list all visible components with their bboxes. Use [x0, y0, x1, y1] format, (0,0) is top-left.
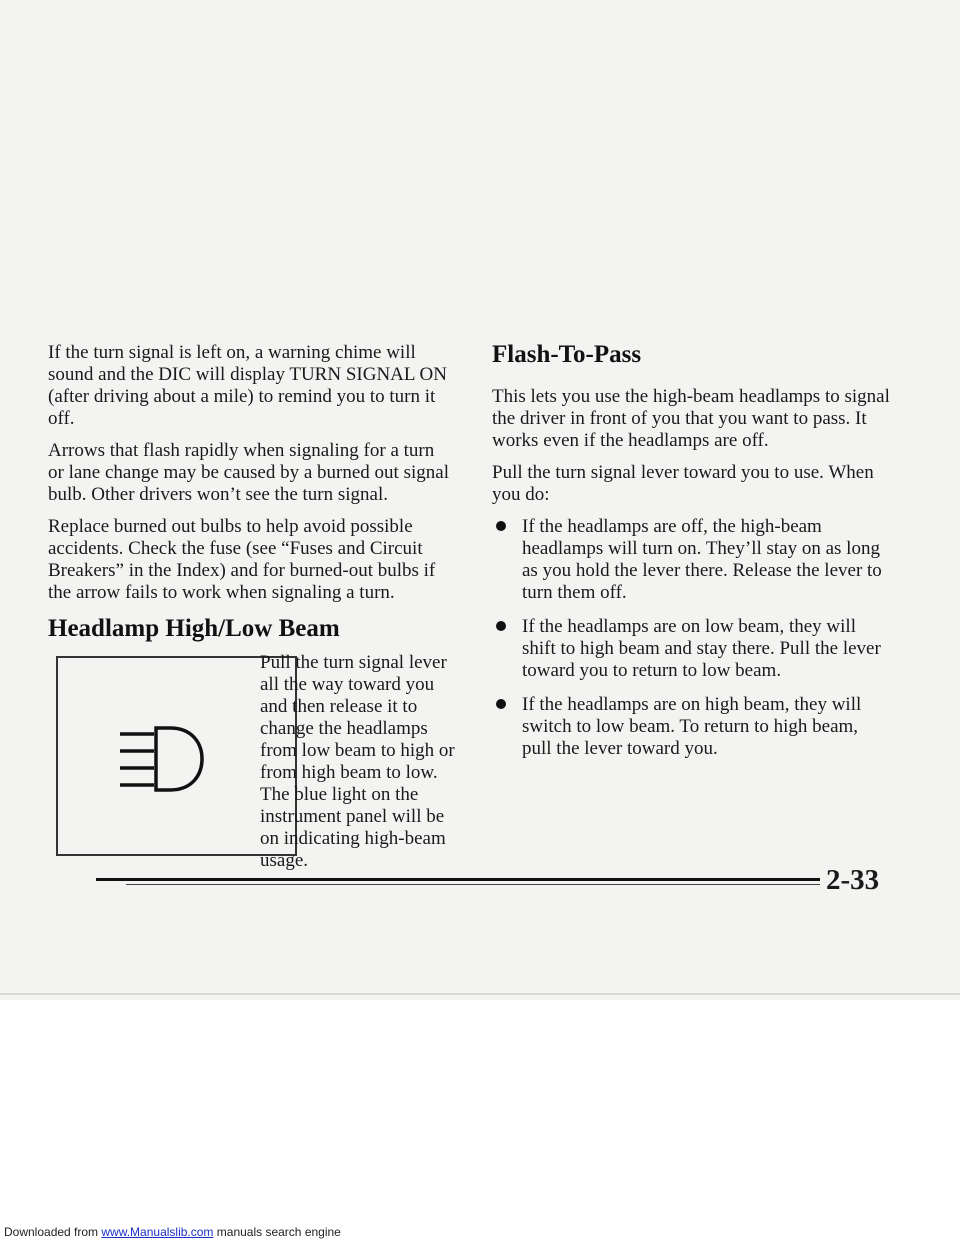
list-item-text: If the headlamps are off, the high-beam headlamps will turn on. They’ll stay on as long as you hold the lever there. Release the lever to turn them off. [522, 516, 882, 603]
right-column [492, 340, 892, 772]
section-heading-flash-to-pass: Flash-To-Pass [492, 341, 642, 368]
page-edge [0, 993, 960, 995]
paragraph: Pull the turn signal lever toward you to use. When you do: [492, 462, 874, 505]
list-item-text: If the headlamps are on high beam, they will switch to low beam. To return to high beam, pull the lever toward you. [522, 694, 862, 759]
left-column [48, 342, 455, 871]
paragraph: Replace burned out bulbs to help avoid possible accidents. Check the fuse (see “Fuses and Circuit Breakers” in the Index) and for burned-out bulbs if the arrow fails to work when signaling a turn. [48, 516, 436, 603]
figure-text: Pull the turn signal lever all the way toward you and then release it to change the headlamps from low beam to high or from high beam to low. The blue light on the instrument panel will be on indicating high-beam usage. [260, 652, 455, 871]
list-item [492, 516, 892, 604]
list-item [492, 616, 892, 682]
list-item [492, 694, 892, 760]
bullet-list [492, 516, 892, 760]
paragraph: If the turn signal is left on, a warning chime will sound and the DIC will display TURN SIGNAL ON (after driving about a mile) to remind you to turn it off. [48, 342, 447, 429]
bullet-icon [496, 521, 506, 531]
bullet-icon [496, 699, 506, 709]
footer-rule-thin [126, 884, 820, 885]
page-number: 2-33 [826, 864, 880, 896]
bullet-icon [496, 621, 506, 631]
footer-suffix: manuals search engine [213, 1225, 341, 1239]
manualslib-link[interactable]: www.Manualslib.com [101, 1225, 214, 1239]
footer-prefix: Downloaded from [4, 1225, 102, 1239]
footer-rule [96, 878, 820, 881]
paragraph: This lets you use the high-beam headlamps to signal the driver in front of you that you want to pass. It works even if the headlamps are off. [492, 386, 890, 451]
list-item-text: If the headlamps are on low beam, they will shift to high beam and stay there. Pull the lever toward you to return to low beam. [522, 616, 881, 681]
paragraph: Arrows that flash rapidly when signaling for a turn or lane change may be caused by a burned out signal bulb. Other drivers won’t see the turn signal. [48, 440, 449, 505]
download-footer [4, 1225, 341, 1239]
figure-row [48, 652, 455, 871]
section-heading-headlamp: Headlamp High/Low Beam [48, 615, 340, 642]
